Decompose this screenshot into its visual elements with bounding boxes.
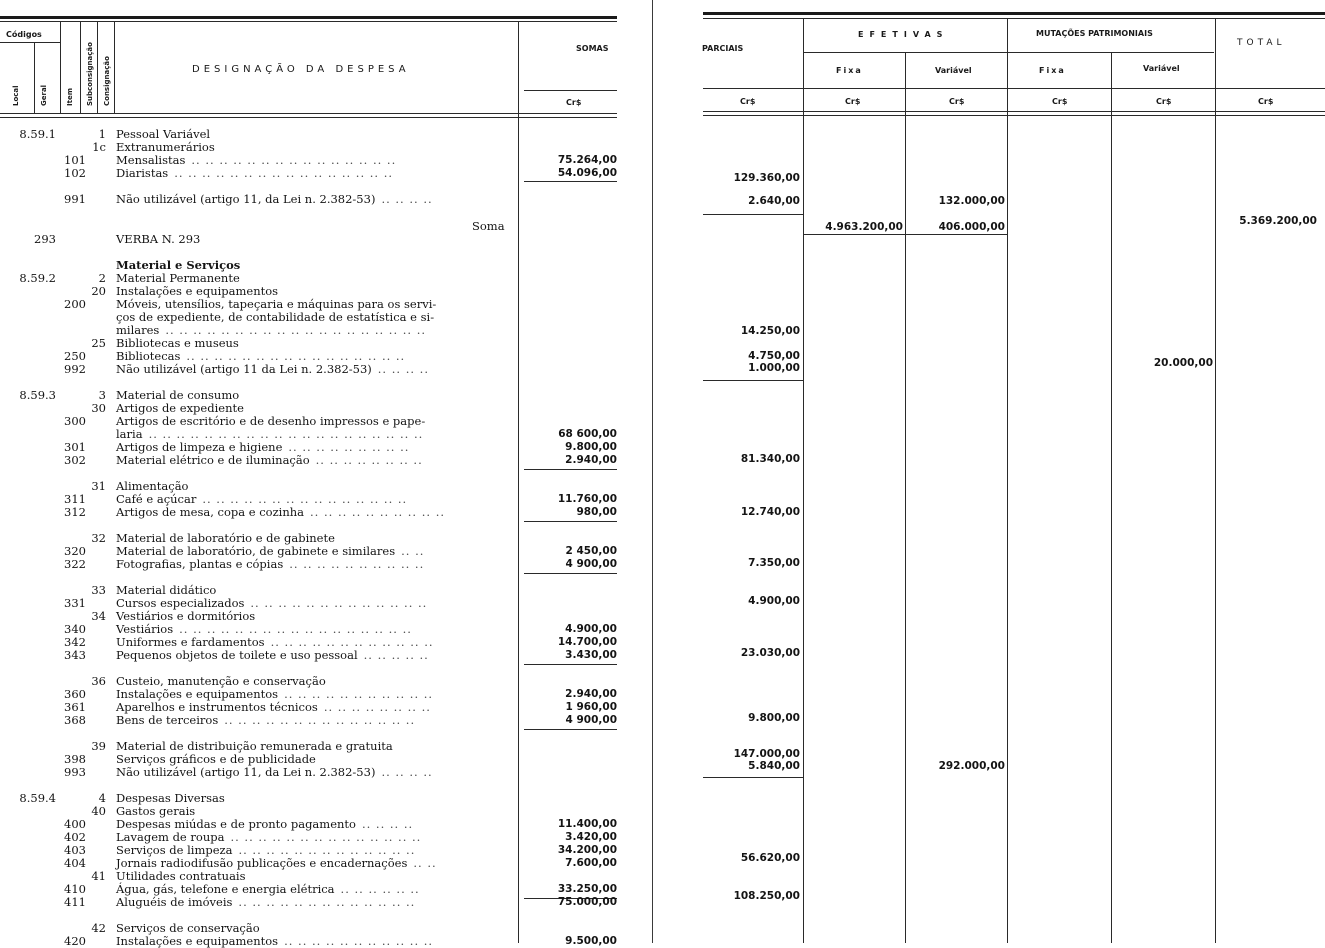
geral-code: 40 xyxy=(91,804,106,818)
value-parciais: 129.360,00 xyxy=(733,172,800,184)
row-designation: Serviços de limpeza xyxy=(116,843,233,857)
cr-fixa2: Cr$ xyxy=(1052,97,1068,106)
leader-dots: .. .. .. .. .. .. .. .. .. .. .. .. .. xyxy=(250,597,428,610)
row-designation: Serviços de conservação xyxy=(116,921,260,935)
item-code: 250 xyxy=(64,349,86,363)
soma-value: 11.760,00 xyxy=(557,493,617,505)
soma-value: 9.500,00 xyxy=(565,935,617,947)
value-parciais: 81.340,00 xyxy=(740,453,800,465)
row-designation: Não utilizável (artigo 11, da Lei n. 2.382-53) xyxy=(116,192,376,206)
cr-var1: Cr$ xyxy=(949,97,965,106)
leader-dots: .. .. .. .. .. .. .. .. .. .. .. .. xyxy=(270,636,434,649)
leader-dots: .. .. .. .. .. .. .. .. .. .. .. .. .. .. .. .. .. .. .. .. xyxy=(148,428,424,441)
item-code: 331 xyxy=(64,596,86,610)
leader-dots: .. .. .. .. xyxy=(381,766,433,779)
row-designation: Lavagem de roupa xyxy=(116,830,225,844)
codigos-header: Códigos xyxy=(6,30,42,39)
row-designation: Material de consumo xyxy=(116,388,240,402)
variavel1-header: Variável xyxy=(935,66,972,75)
row-designation: Vestiários e dormitórios xyxy=(116,609,256,623)
row-designation: Aluguéis de imóveis xyxy=(116,895,233,909)
geral-code: 34 xyxy=(91,609,106,623)
soma-value: 34.200,00 xyxy=(557,844,617,856)
item-code: 340 xyxy=(64,622,86,636)
item-code: 320 xyxy=(64,544,86,558)
item-code: 402 xyxy=(64,830,86,844)
row-designation: Artigos de expediente xyxy=(116,401,244,415)
row-designation: Material de laboratório e de gabinete xyxy=(116,531,335,545)
value-parciais: 14.250,00 xyxy=(740,325,800,337)
item-code: 360 xyxy=(64,687,86,701)
value-var1: 406.000,00 xyxy=(938,221,1005,233)
soma-value: 11.400,00 xyxy=(557,818,617,830)
geral-code: 1c xyxy=(92,140,106,154)
leader-dots: .. .. .. .. .. .. .. .. .. .. .. .. .. xyxy=(238,844,416,857)
col-local-header: Local xyxy=(12,85,20,106)
page-gutter xyxy=(652,0,653,943)
value-parciais: 9.800,00 xyxy=(748,712,800,724)
row-designation: milares xyxy=(116,323,160,337)
local-code: 8.59.4 xyxy=(19,791,56,805)
row-designation: Móveis, utensílios, tapeçaria e máquinas para os servi- xyxy=(116,297,437,311)
somas-currency: Cr$ xyxy=(566,98,582,107)
geral-code: 31 xyxy=(91,479,106,493)
leader-dots: .. .. .. .. .. .. .. .. .. .. .. .. .. .. .. .. xyxy=(186,350,406,363)
row-designation: Fotografias, plantas e cópias xyxy=(116,557,284,571)
soma-value: 3.420,00 xyxy=(565,831,617,843)
row-designation: Custeio, manutenção e conservação xyxy=(116,674,326,688)
soma-value: 4.900,00 xyxy=(565,623,617,635)
right-top-rule xyxy=(703,12,1325,15)
codigos-underline xyxy=(0,42,60,43)
geral-code: 2 xyxy=(98,271,106,285)
leader-dots: .. .. .. .. .. .. .. .. .. .. .. .. .. .. xyxy=(224,714,416,727)
geral-code: 4 xyxy=(98,791,106,805)
value-parciais: 5.840,00 xyxy=(748,760,800,772)
item-code: 311 xyxy=(64,492,86,506)
fixa1-header: Fixa xyxy=(836,66,863,75)
soma-label: Soma xyxy=(472,219,505,233)
geral-code: 33 xyxy=(91,583,106,597)
value-parciais: 7.350,00 xyxy=(748,557,800,569)
soma-value: 2.940,00 xyxy=(565,454,617,466)
item-code: 322 xyxy=(64,557,86,571)
item-code: 410 xyxy=(64,882,86,896)
item-code: 404 xyxy=(64,856,86,870)
local-code: 8.59.3 xyxy=(19,388,56,402)
leader-dots: .. .. .. .. .. .. .. .. .. .. .. .. .. .. .. .. .. .. .. xyxy=(165,324,427,337)
soma-value: 9.800,00 xyxy=(565,441,617,453)
item-code: 300 xyxy=(64,414,86,428)
row-designation: Alimentação xyxy=(116,479,189,493)
item-code: 312 xyxy=(64,505,86,519)
row-designation: Pequenos objetos de toilete e uso pessoal xyxy=(116,648,358,662)
efetivas-header: EFETIVAS xyxy=(858,30,949,39)
value-parciais: 56.620,00 xyxy=(740,852,800,864)
leader-dots: .. .. .. .. .. .. xyxy=(340,883,420,896)
row-designation: Aparelhos e instrumentos técnicos xyxy=(116,700,318,714)
soma-value: 4 900,00 xyxy=(565,714,617,726)
row-designation: Jornais radiodifusão publicações e encadernações xyxy=(116,856,408,870)
row-designation: Artigos de mesa, copa e cozinha xyxy=(116,505,305,519)
row-designation: Material didático xyxy=(116,583,217,597)
row-designation: Diaristas xyxy=(116,166,169,180)
row-designation: Não utilizável (artigo 11 da Lei n. 2.382-53) xyxy=(116,362,372,376)
local-code: 8.59.1 xyxy=(19,127,56,141)
soma-value: 14.700,00 xyxy=(557,636,617,648)
soma-value: 4 900,00 xyxy=(565,558,617,570)
soma-value: 2.940,00 xyxy=(565,688,617,700)
item-code: 368 xyxy=(64,713,86,727)
leader-dots: .. .. xyxy=(401,545,425,558)
value-parciais: 1.000,00 xyxy=(748,362,800,374)
geral-code: 42 xyxy=(91,921,106,935)
item-code: 342 xyxy=(64,635,86,649)
item-code: 420 xyxy=(64,934,86,948)
leader-dots: .. .. .. .. .. .. .. .. .. .. .. xyxy=(284,935,434,948)
row-designation: Material Permanente xyxy=(116,271,240,285)
soma-value: 75.000,00 xyxy=(557,896,617,908)
value-parciais: 108.250,00 xyxy=(733,890,800,902)
row-designation: Instalações e equipamentos xyxy=(116,284,279,298)
item-code: 101 xyxy=(64,153,86,167)
soma-value: 54.096,00 xyxy=(557,167,617,179)
value-fixa1: 4.963.200,00 xyxy=(825,221,903,233)
soma-value: 2 450,00 xyxy=(565,545,617,557)
soma-value: 75.264,00 xyxy=(557,154,617,166)
leader-dots: .. .. .. .. .. .. .. .. .. xyxy=(288,441,410,454)
item-code: 398 xyxy=(64,752,86,766)
value-parciais: 4.900,00 xyxy=(748,595,800,607)
row-designation: Extranumerários xyxy=(116,140,215,154)
geral-code: 20 xyxy=(91,284,106,298)
row-designation: Despesas miúdas e de pronto pagamento xyxy=(116,817,356,831)
value-parciais: 4.750,00 xyxy=(748,350,800,362)
item-code: 301 xyxy=(64,440,86,454)
item-code: 200 xyxy=(64,297,86,311)
left-page xyxy=(0,0,625,948)
geral-code: 25 xyxy=(91,336,106,350)
row-designation: Água, gás, telefone e energia elétrica xyxy=(116,882,335,896)
row-designation: Mensalistas xyxy=(116,153,186,167)
geral-code: 1 xyxy=(98,127,106,141)
row-designation: ços de expediente, de contabilidade de estatística e si- xyxy=(116,310,435,324)
leader-dots: .. .. xyxy=(413,857,437,870)
row-designation: Utilidades contratuais xyxy=(116,869,246,883)
leader-dots: .. .. .. .. .. .. .. .. xyxy=(323,701,431,714)
soma-value: 1 960,00 xyxy=(565,701,617,713)
leader-dots: .. .. .. .. xyxy=(381,193,433,206)
leader-dots: .. .. .. .. .. .. .. .. .. .. xyxy=(289,558,425,571)
item-code: 343 xyxy=(64,648,86,662)
leader-dots: .. .. .. .. xyxy=(377,363,429,376)
cr-total: Cr$ xyxy=(1258,97,1274,106)
leader-dots: .. .. .. .. .. .. .. .. .. .. .. xyxy=(284,688,434,701)
geral-code: 36 xyxy=(91,674,106,688)
row-designation: Cursos especializados xyxy=(116,596,245,610)
col-subconsignacao-header: Subconsignação xyxy=(86,42,94,106)
leader-dots: .. .. .. .. .. .. .. .. .. .. .. .. .. .. .. xyxy=(202,493,408,506)
row-designation: Material de laboratório, de gabinete e similares xyxy=(116,544,396,558)
item-code: 302 xyxy=(64,453,86,467)
row-designation: Bibliotecas e museus xyxy=(116,336,239,350)
local-code: 8.59.2 xyxy=(19,271,56,285)
leader-dots: .. .. .. .. xyxy=(361,818,414,831)
value-var2: 20.000,00 xyxy=(1153,357,1213,369)
value-parciais: 23.030,00 xyxy=(740,647,800,659)
value-parciais: 147.000,00 xyxy=(733,748,800,760)
total-header: TOTAL xyxy=(1237,38,1286,48)
mutacoes-header: MUTAÇÕES PATRIMONIAIS xyxy=(1036,29,1153,38)
col-item-header: Item xyxy=(66,88,74,106)
value-parciais: 12.740,00 xyxy=(740,506,800,518)
leader-dots: .. .. .. .. .. .. .. .. .. .. .. .. .. .. xyxy=(230,831,422,844)
row-designation: Material e Serviços xyxy=(116,258,241,272)
leader-dots: .. .. .. .. .. .. .. .. .. .. .. .. .. xyxy=(238,896,416,909)
geral-code: 3 xyxy=(98,388,106,402)
row-designation: Instalações e equipamentos xyxy=(116,934,279,948)
item-code: 411 xyxy=(64,895,86,909)
soma-value: 7.600,00 xyxy=(565,857,617,869)
item-code: 992 xyxy=(64,362,86,376)
parciais-header: PARCIAIS xyxy=(702,44,744,53)
soma-value: 68 600,00 xyxy=(558,428,617,440)
local-code: 293 xyxy=(34,232,56,246)
soma-value: 3.430,00 xyxy=(565,649,617,661)
variavel2-header: Variável xyxy=(1143,64,1180,73)
row-designation: Artigos de escritório e de desenho impressos e pape- xyxy=(116,414,426,428)
geral-code: 41 xyxy=(91,869,106,883)
leader-dots: .. .. .. .. .. .. .. .. .. .. .. .. .. .. .. .. .. xyxy=(179,623,412,636)
somas-header: SOMAS xyxy=(576,44,609,53)
row-designation: Bibliotecas xyxy=(116,349,181,363)
item-code: 400 xyxy=(64,817,86,831)
geral-code: 30 xyxy=(91,401,106,415)
row-designation: Uniformes e fardamentos xyxy=(116,635,265,649)
leader-dots: .. .. .. .. .. .. .. .. .. .. xyxy=(310,506,446,519)
item-code: 102 xyxy=(64,166,86,180)
row-designation: Vestiários xyxy=(116,622,174,636)
row-designation: Pessoal Variável xyxy=(116,127,211,141)
col-geral-header: Geral xyxy=(40,84,48,106)
geral-code: 39 xyxy=(91,739,106,753)
cr-fixa1: Cr$ xyxy=(845,97,861,106)
item-code: 403 xyxy=(64,843,86,857)
row-designation: Material de distribuição remunerada e gratuita xyxy=(116,739,393,753)
value-var1: 132.000,00 xyxy=(938,195,1005,207)
soma-value: 980,00 xyxy=(576,506,617,518)
top-rule xyxy=(0,16,617,19)
right-page xyxy=(700,0,1325,943)
row-designation: Café e açúcar xyxy=(116,492,197,506)
value-total: 5.369.200,00 xyxy=(1239,215,1317,227)
col-consignacao-header: Consignação xyxy=(103,56,111,106)
item-code: 361 xyxy=(64,700,86,714)
row-designation: Instalações e equipamentos xyxy=(116,687,279,701)
row-designation: Serviços gráficos e de publicidade xyxy=(116,752,316,766)
row-designation: Artigos de limpeza e higiene xyxy=(116,440,283,454)
soma-value: 33.250,00 xyxy=(557,883,617,895)
row-designation: Bens de terceiros xyxy=(116,713,219,727)
cr-var2: Cr$ xyxy=(1156,97,1172,106)
leader-dots: .. .. .. .. .. .. .. .. .. .. .. .. .. .. .. xyxy=(191,154,397,167)
row-designation: Despesas Diversas xyxy=(116,791,225,805)
row-designation: Gastos gerais xyxy=(116,804,196,818)
leader-dots: .. .. .. .. .. .. .. .. .. .. .. .. .. .. .. .. xyxy=(174,167,394,180)
row-designation: Material elétrico e de iluminação xyxy=(116,453,310,467)
item-code: 993 xyxy=(64,765,86,779)
row-designation: laria xyxy=(116,427,143,441)
fixa2-header: Fixa xyxy=(1039,66,1066,75)
value-parciais: 2.640,00 xyxy=(748,195,800,207)
designacao-header: DESIGNAÇÃO DA DESPESA xyxy=(192,64,410,75)
item-code: 991 xyxy=(64,192,86,206)
row-designation: VERBA N. 293 xyxy=(116,232,201,246)
leader-dots: .. .. .. .. .. .. .. .. xyxy=(315,454,423,467)
row-designation: Não utilizável (artigo 11, da Lei n. 2.382-53) xyxy=(116,765,376,779)
leader-dots: .. .. .. .. .. xyxy=(363,649,429,662)
cr-parciais: Cr$ xyxy=(740,97,756,106)
value-var1: 292.000,00 xyxy=(938,760,1005,772)
top-rule-thin xyxy=(0,21,617,22)
geral-code: 32 xyxy=(91,531,106,545)
